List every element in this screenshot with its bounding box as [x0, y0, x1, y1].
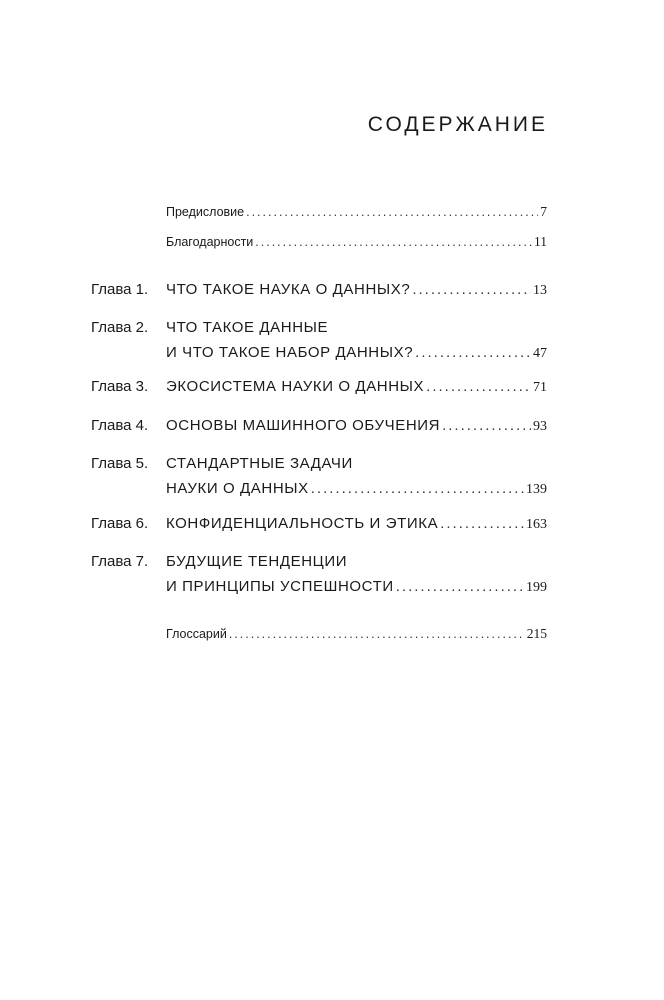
toc-page-number: 11: [534, 234, 547, 249]
toc-entry-title: ЭКОСИСТЕМА НАУКИ О ДАННЫХ: [166, 378, 425, 395]
toc-page-number: 93: [533, 419, 547, 434]
chapter-label: Глава 5.: [91, 455, 149, 472]
toc-page-number: 47: [533, 346, 547, 361]
leader-dots: [396, 578, 524, 595]
leader-dots: [311, 480, 524, 497]
leader-dots: [246, 205, 538, 219]
toc-page-number: 199: [526, 580, 547, 595]
toc-page-number: 7: [540, 204, 547, 219]
toc-entry-title-line-1: БУДУЩИЕ ТЕНДЕНЦИИ: [166, 553, 348, 570]
toc-entry-title: И ЧТО ТАКОЕ НАБОР ДАННЫХ?: [166, 344, 414, 361]
toc-entry-title: Благодарности: [166, 235, 254, 249]
chapter-label: Глава 7.: [91, 553, 149, 570]
leader-dots: [440, 515, 524, 532]
toc-entry-title: Глоссарий: [166, 627, 227, 641]
chapter-label: Глава 1.: [91, 281, 149, 298]
leader-dots: [229, 627, 525, 641]
leader-dots: [426, 378, 531, 395]
toc-page-number: 163: [526, 517, 547, 532]
leader-dots: [255, 235, 532, 249]
toc-page-number: 13: [533, 283, 547, 298]
chapter-label: Глава 2.: [91, 319, 149, 336]
toc-entry-title: ЧТО ТАКОЕ НАУКА О ДАННЫХ?: [166, 281, 411, 298]
toc-entry-title: ОСНОВЫ МАШИННОГО ОБУЧЕНИЯ: [166, 417, 441, 434]
chapter-label: Глава 3.: [91, 378, 149, 395]
toc-entry-title: КОНФИДЕНЦИАЛЬНОСТЬ И ЭТИКА: [166, 515, 439, 532]
toc-page-number: 215: [526, 626, 547, 641]
toc-entry-title: НАУКИ О ДАННЫХ: [166, 480, 309, 497]
toc-page-number: 139: [526, 482, 547, 497]
chapter-label: Глава 4.: [91, 417, 149, 434]
page-title: СОДЕРЖАНИЕ: [367, 113, 548, 136]
leader-dots: [412, 281, 531, 298]
leader-dots: [442, 417, 531, 434]
toc-entry-title-line-1: ЧТО ТАКОЕ ДАННЫЕ: [166, 319, 329, 336]
leader-dots: [415, 344, 531, 361]
chapter-label: Глава 6.: [91, 515, 149, 532]
toc-entry-title: Предисловие: [166, 205, 245, 219]
toc-page-number: 71: [533, 380, 547, 395]
toc-entry-title-line-1: СТАНДАРТНЫЕ ЗАДАЧИ: [166, 455, 353, 472]
toc-entry-title: И ПРИНЦИПЫ УСПЕШНОСТИ: [166, 578, 394, 595]
